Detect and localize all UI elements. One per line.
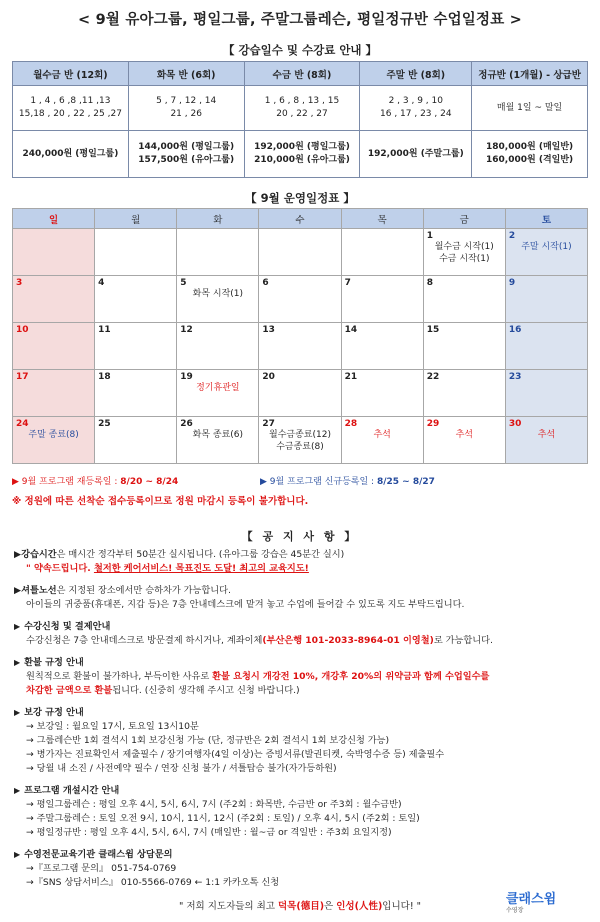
calendar-day <box>177 370 259 417</box>
calendar-day <box>95 276 177 323</box>
calendar-day <box>177 323 259 370</box>
day-number: 10 <box>16 325 29 335</box>
calendar-day <box>95 229 177 276</box>
day-number: 2 <box>508 231 516 241</box>
weekday-header: 월 <box>95 209 177 229</box>
weekday-header: 수 <box>259 209 341 229</box>
calendar-event: 주말 종료(8) <box>28 430 79 440</box>
calendar-day <box>13 370 95 417</box>
calendar-day <box>13 276 95 323</box>
calendar-day <box>259 417 341 464</box>
day-number: 21 <box>344 372 358 382</box>
day-number: 1 <box>426 231 433 241</box>
calendar-event: 화목 종료(6) <box>192 430 244 440</box>
notice-title: 【 공 지 사 항 】 <box>241 530 359 543</box>
calendar-day <box>505 417 587 464</box>
calendar-day <box>423 370 505 417</box>
day-number: 29 <box>426 419 440 429</box>
calendar-event: 추석 <box>537 430 556 440</box>
fee-days-cell: 매월 1일 ~ 말일 <box>472 86 588 131</box>
calendar-day <box>341 229 423 276</box>
fee-section-title: 【 강습일수 및 수강료 안내 】 <box>222 43 378 57</box>
calendar-event: 정기휴관일 <box>196 383 240 393</box>
fee-header: 정규반 (1개월) - 상급반 <box>472 62 588 86</box>
fee-days-cell: 5 , 7 , 12 , 14 21 , 26 <box>128 86 244 131</box>
calendar-day <box>341 370 423 417</box>
weekday-header: 일 <box>13 209 95 229</box>
day-number: 8 <box>426 278 433 288</box>
calendar-event: 월수금 시작(1) <box>434 242 494 252</box>
calendar-day <box>423 229 505 276</box>
notice-makeup: ▶ 보강 규정 안내 → 보강일 : 월요일 17시, 토요일 13시10분 → 그룹레슨반 1회 결석시 1회 보강신청 가능 (단, 정규반은 2회 결석시 1회 보강신청 가능) → 병가자는 진료확인서 제출필수 / 장기여행자(4일 이상)는 증빙서류(발권티켓, 숙박영수증 등) 제출필수 → 당월 내 소진 / 사전예약 필수 / 연장 신청 불가 / 셔틀탑승 불가(자가등하원) <box>14 707 445 774</box>
day-number: 14 <box>344 325 358 335</box>
calendar-day <box>177 417 259 464</box>
calendar-day <box>177 276 259 323</box>
notice-class-time: ▶강습시간은 매시간 정각부터 50분간 실시됩니다. (유아그룹 강습은 45분간 실시) " 약속드립니다. 철저한 케어서비스! 목표진도 도달! 최고의 교육지도! <box>14 549 345 574</box>
day-number: 7 <box>344 278 351 288</box>
notice-contact: ▶ 수영전문교육기관 클래스윔 상담문의 →『프로그램 문의』 051-754-0769 →『SNS 상담서비스』 010-5566-0769 ← 1:1 카카오톡 신청 <box>14 849 280 888</box>
calendar-event: 월수금종료(12) <box>269 430 331 440</box>
page-title: < 9월 유아그룹, 평일그룹, 주말그룹레슨, 평일정규반 수업일정표 > <box>77 12 523 28</box>
renew-registration: ▶ 9월 프로그램 재등록일 : 8/20 ~ 8/24 <box>12 477 179 487</box>
day-number: 28 <box>344 419 358 429</box>
calendar-day <box>13 229 95 276</box>
weekday-header: 목 <box>341 209 423 229</box>
fee-table <box>12 61 588 178</box>
day-number: 11 <box>98 325 111 335</box>
calendar-day <box>259 229 341 276</box>
footer-motto: " 저희 지도자들의 최고 덕목(德目)은 인성(人性)입니다! " <box>178 901 422 912</box>
weekday-header: 토 <box>505 209 587 229</box>
day-number: 27 <box>262 419 275 429</box>
day-number: 4 <box>98 278 105 288</box>
calendar-day <box>259 276 341 323</box>
calendar-day <box>505 276 587 323</box>
calendar-day <box>259 370 341 417</box>
calendar-section-title: 【 9월 운영일정표 】 <box>245 191 355 205</box>
calendar <box>12 208 588 464</box>
calendar-day <box>505 229 587 276</box>
day-number: 22 <box>426 372 440 382</box>
logo: 클래스윔 수영장 <box>506 892 557 914</box>
notice-refund: ▶ 환불 규정 안내 원칙적으로 환불이 불가하나, 부득이한 사유로 환불 요청시 개강전 10%, 개강후 20%의 위약금과 함께 수업일수를 차감한 금액으로 환불됩니다. (신중히 생각해 주시고 신청 바랍니다.) <box>14 657 490 696</box>
calendar-day <box>505 370 587 417</box>
calendar-week <box>13 276 588 323</box>
day-number: 23 <box>508 372 522 382</box>
day-number: 26 <box>180 419 193 429</box>
fee-header: 월수금 반 (12회) <box>13 62 129 86</box>
fee-days-cell: 1 , 4 , 6 ,8 ,11 ,13 15,18 , 20 , 22 , 25 ,27 <box>13 86 129 131</box>
day-number: 13 <box>262 325 275 335</box>
notice-payment: ▶ 수강신청 및 결제안내 수강신청은 7층 안내데스크로 방문결제 하시거나, 계좌이체(부산은행 101-2033-8964-01 이영철)로 가능합니다. <box>14 621 493 646</box>
day-number: 9 <box>508 278 516 288</box>
fee-header: 주말 반 (8회) <box>360 62 472 86</box>
fee-price-cell: 240,000원 (평일그룹) <box>13 131 129 178</box>
calendar-day <box>423 276 505 323</box>
calendar-event: 수금종료(8) <box>276 442 324 452</box>
fee-header: 화목 반 (6회) <box>128 62 244 86</box>
calendar-day <box>259 323 341 370</box>
notice-schedule: ▶ 프로그램 개설시간 안내 → 평일그룹레슨 : 평일 오후 4시, 5시, 6시, 7시 (주2회 : 화목반, 수금반 or 주3회 : 월수금반) → 주말그룹레슨 : 토일 오전 9시, 10시, 11시, 12시 (주2회 : 토일) / 오후 4시, 5시 (주2회 : 토일) → 평일정규반 : 평일 오후 4시, 5시, 6시, 7시 (매일반 : 월~금 or 격일반 : 주3회 요일지정) <box>14 785 420 838</box>
calendar-event: 추석 <box>455 430 473 440</box>
calendar-day <box>13 323 95 370</box>
capacity-warning: ※ 정원에 따른 선착순 접수등록이므로 정원 마감시 등록이 불가합니다. <box>12 496 309 507</box>
fee-days-cell: 1 , 6 , 8 , 13 , 15 20 , 22 , 27 <box>244 86 360 131</box>
calendar-event: 수금 시작(1) <box>439 254 490 264</box>
fee-days-cell: 2 , 3 , 9 , 10 16 , 17 , 23 , 24 <box>360 86 472 131</box>
calendar-day <box>95 417 177 464</box>
calendar-day <box>95 370 177 417</box>
calendar-event: 추석 <box>373 430 391 440</box>
day-number: 18 <box>98 372 111 382</box>
day-number: 3 <box>16 278 23 288</box>
fee-header: 수금 반 (8회) <box>244 62 360 86</box>
calendar-day <box>341 417 423 464</box>
calendar-week <box>13 229 588 276</box>
calendar-day <box>95 323 177 370</box>
fee-price-cell: 192,000원 (주말그룹) <box>360 131 472 178</box>
fee-price-cell: 192,000원 (평일그룹) 210,000원 (유아그룹) <box>244 131 360 178</box>
day-number: 5 <box>180 278 187 288</box>
day-number: 17 <box>16 372 29 382</box>
calendar-event: 화목 시작(1) <box>192 289 244 299</box>
day-number: 20 <box>262 372 275 382</box>
day-number: 25 <box>98 419 111 429</box>
fee-price-cell: 144,000원 (평일그룹) 157,500원 (유아그룹) <box>128 131 244 178</box>
weekday-header: 금 <box>423 209 505 229</box>
day-number: 30 <box>508 419 522 429</box>
day-number: 15 <box>426 325 440 335</box>
day-number: 12 <box>180 325 193 335</box>
new-registration: ▶ 9월 프로그램 신규등록일 : 8/25 ~ 8/27 <box>260 477 435 487</box>
weekday-header: 화 <box>177 209 259 229</box>
day-number: 24 <box>16 419 29 429</box>
calendar-day <box>13 417 95 464</box>
calendar-day <box>341 323 423 370</box>
calendar-day <box>505 323 587 370</box>
calendar-day <box>341 276 423 323</box>
day-number: 16 <box>508 325 522 335</box>
calendar-week <box>13 370 588 417</box>
day-number: 6 <box>262 278 269 288</box>
calendar-event: 주말 시작(1) <box>521 242 572 252</box>
notice-list <box>14 548 590 898</box>
calendar-day <box>177 229 259 276</box>
fee-price-cell: 180,000원 (매일반) 160,000원 (격일반) <box>472 131 588 178</box>
calendar-day <box>423 417 505 464</box>
notice-shuttle: ▶셔틀노선은 지정된 장소에서만 승하차가 가능합니다. 아이들의 귀중품(휴대폰, 지갑 등)은 7층 안내데스크에 맡겨 놓고 수업에 들어갈 수 있도록 지도 부탁드립니다. <box>14 585 465 610</box>
day-number: 19 <box>180 372 193 382</box>
calendar-week <box>13 323 588 370</box>
calendar-day <box>423 323 505 370</box>
calendar-week <box>13 417 588 464</box>
